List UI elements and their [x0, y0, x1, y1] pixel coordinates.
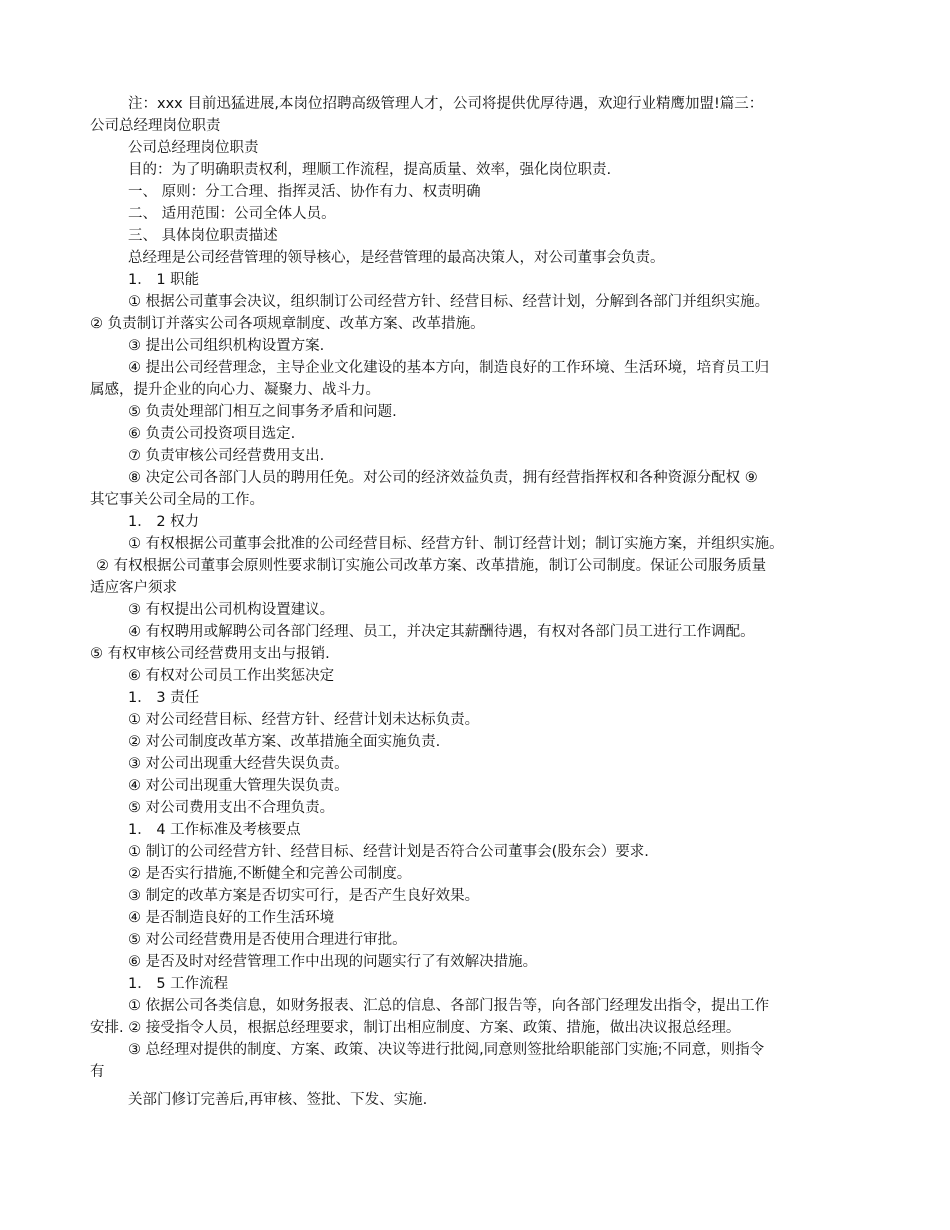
list-item-continuation: 有	[90, 1064, 105, 1080]
purpose-line: 目的：为了明确职责权利，理顺工作流程，提高质量、效率，强化岗位职责.	[128, 162, 612, 178]
list-item: ⑥ 负责公司投资项目选定.	[128, 426, 296, 442]
subsection-heading: 1． 5 工作流程	[128, 976, 229, 992]
paragraph-line: 总经理是公司经营管理的领导核心，是经营管理的最高决策人，对公司董事会负责。	[128, 250, 665, 266]
list-item: ⑦ 负责审核公司经营费用支出.	[128, 448, 325, 464]
list-item: ⑤ 对公司费用支出不合理负责。	[128, 800, 335, 816]
list-item-continuation: 关部门修订完善后,再审核、签批、下发、实施.	[128, 1092, 428, 1108]
subsection-heading: 1． 1 职能	[128, 272, 200, 288]
list-item: ③ 有权提出公司机构设置建议。	[128, 602, 335, 618]
list-item: ④ 有权聘用或解聘公司各部门经理、员工，并决定其薪酬待遇，有权对各部门员工进行工作调配。	[128, 624, 755, 640]
list-item: ⑤ 有权审核公司经营费用支出与报销.	[90, 646, 330, 662]
list-item: ① 根据公司董事会决议，组织制订公司经营方针、经营目标、经营计划，分解到各部门并组织实施。	[128, 294, 770, 310]
list-item: ⑥ 有权对公司员工作出奖惩决定	[128, 668, 335, 684]
note-line: 注：xxx 目前迅猛进展,本岗位招聘高级管理人才，公司将提供优厚待遇，欢迎行业精鹰加盟!篇三：	[128, 96, 764, 112]
list-item: ② 负责制订并落实公司各项规章制度、改革方案、改革措施。	[90, 316, 485, 332]
section-heading: 公司总经理岗位职责	[90, 118, 221, 134]
list-item: ③ 制定的改革方案是否切实可行，是否产生良好效果。	[128, 888, 480, 904]
list-item: ③ 总经理对提供的制度、方案、政策、决议等进行批阅,同意则签批给职能部门实施;不同意，则指令	[128, 1042, 765, 1058]
list-item: ② 有权根据公司董事会原则性要求制订实施公司改革方案、改革措施，制订公司制度。保证公司服务质量	[96, 558, 767, 574]
document-title: 公司总经理岗位职责	[128, 140, 259, 156]
subsection-heading: 1． 2 权力	[128, 514, 200, 530]
list-item: ⑤ 负责处理部门相互之间事务矛盾和问题.	[128, 404, 397, 420]
list-item: ④ 提出公司经营理念，主导企业文化建设的基本方向，制造良好的工作环境、生活环境，培育员工归	[128, 360, 770, 376]
list-item-continuation: 其它事关公司全局的工作。	[90, 492, 264, 508]
list-item: ① 有权根据公司董事会批准的公司经营目标、经营方针、制订经营计划；制订实施方案，并组织实施。	[128, 536, 784, 552]
subsection-heading: 1． 4 工作标准及考核要点	[128, 822, 301, 838]
subsection-heading: 1． 3 责任	[128, 690, 200, 706]
list-item: ③ 对公司出现重大经营失误负责。	[128, 756, 349, 772]
list-item-continuation: 属感，提升企业的向心力、凝聚力、战斗力。	[90, 382, 380, 398]
principle-line: 一、 原则：分工合理、指挥灵活、协作有力、权责明确	[128, 184, 481, 200]
list-item: ④ 对公司出现重大管理失误负责。	[128, 778, 349, 794]
duties-heading: 三、 具体岗位职责描述	[128, 228, 278, 244]
list-item: ① 依据公司各类信息，如财务报表、汇总的信息、各部门报告等，向各部门经理发出指令，提出工作	[128, 998, 770, 1014]
list-item: ④ 是否制造良好的工作生活环境	[128, 910, 335, 926]
list-item: ② 对公司制度改革方案、改革措施全面实施负责.	[128, 734, 441, 750]
list-item: ③ 提出公司组织机构设置方案.	[128, 338, 325, 354]
list-item: ⑥ 是否及时对经营管理工作中出现的问题实行了有效解决措施。	[128, 954, 538, 970]
scope-line: 二、 适用范围：公司全体人员。	[128, 206, 336, 222]
list-item: ② 是否实行措施,不断健全和完善公司制度。	[128, 866, 412, 882]
list-item-continuation: 适应客户须求	[90, 580, 177, 596]
list-item-continuation: 安排. ② 接受指令人员，根据总经理要求，制订出相应制度、方案、政策、措施，做出决议报总经理。	[90, 1020, 741, 1036]
list-item: ⑧ 决定公司各部门人员的聘用任免。对公司的经济效益负责，拥有经营指挥权和各种资源分配权 ⑨	[128, 470, 758, 486]
list-item: ⑤ 对公司经营费用是否使用合理进行审批。	[128, 932, 407, 948]
list-item: ① 对公司经营目标、经营方针、经营计划未达标负责。	[128, 712, 480, 728]
list-item: ① 制订的公司经营方针、经营目标、经营计划是否符合公司董事会(股东会）要求.	[128, 844, 649, 860]
